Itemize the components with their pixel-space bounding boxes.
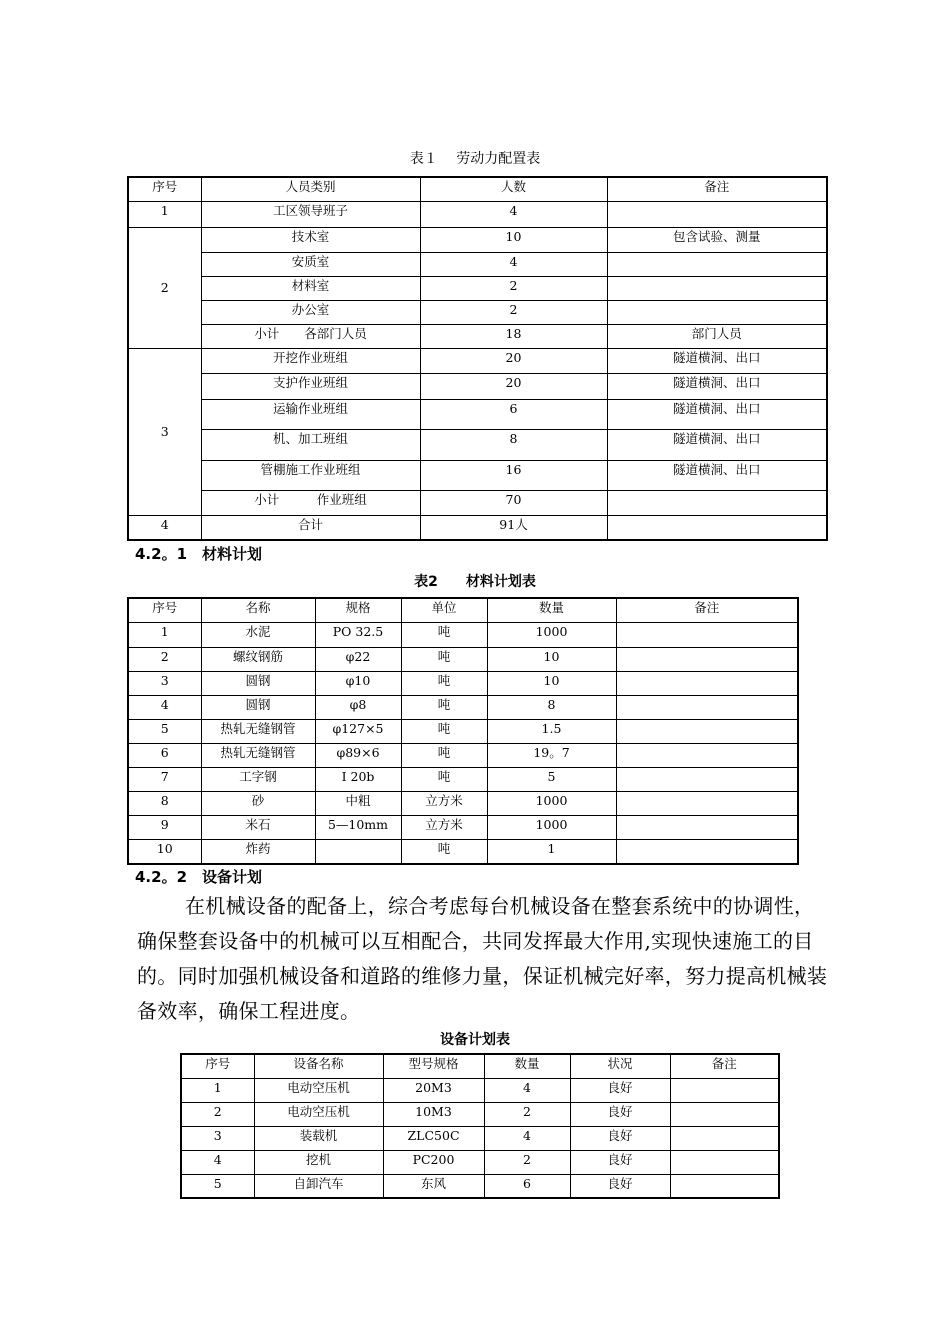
cell: 吨	[401, 839, 487, 864]
table-row	[128, 227, 827, 252]
cell: 1000	[487, 815, 616, 839]
note-cell: 隧道横洞、出口	[607, 429, 827, 460]
cell: 良好	[570, 1126, 670, 1150]
note-cell: 隧道横洞、出口	[607, 373, 827, 399]
cell: 电动空压机	[254, 1102, 383, 1126]
header-cell: 人数	[420, 177, 607, 201]
cell: 吨	[401, 671, 487, 695]
cell	[670, 1150, 779, 1174]
cell: 2	[181, 1102, 254, 1126]
category-cell: 支护作业班组	[201, 373, 420, 399]
cell: 3	[128, 671, 201, 695]
cell: 6	[484, 1174, 570, 1198]
count-cell: 70	[420, 490, 607, 515]
cell: 1	[128, 622, 201, 647]
header-cell: 状况	[570, 1054, 670, 1078]
cell: 螺纹钢筋	[201, 647, 315, 671]
table-row	[181, 1078, 779, 1102]
header-cell: 序号	[128, 598, 201, 622]
count-cell: 2	[420, 300, 607, 324]
cell	[616, 647, 798, 671]
category-cell: 合计	[201, 515, 420, 540]
note-cell	[607, 515, 827, 540]
category-cell: 运输作业班组	[201, 399, 420, 429]
cell: 2	[484, 1102, 570, 1126]
cell: 5	[128, 719, 201, 743]
header-cell: 序号	[181, 1054, 254, 1078]
category-cell: 小计 各部门人员	[201, 324, 420, 348]
table-row	[128, 300, 827, 324]
header-cell: 名称	[201, 598, 315, 622]
note-cell: 隧道横洞、出口	[607, 460, 827, 490]
table-row	[181, 1102, 779, 1126]
cell: 10	[487, 647, 616, 671]
table1-caption: 表１ 劳动力配置表	[409, 151, 541, 167]
cell: 19。7	[487, 743, 616, 767]
table-row	[128, 324, 827, 348]
count-cell: 10	[420, 227, 607, 252]
header-cell: 数量	[484, 1054, 570, 1078]
header-cell: 单位	[401, 598, 487, 622]
count-cell: 4	[420, 252, 607, 276]
table-header-row	[128, 177, 827, 201]
table-row	[128, 201, 827, 227]
category-cell: 小计 作业班组	[201, 490, 420, 515]
category-cell: 机、加工班组	[201, 429, 420, 460]
cell: 中粗	[315, 791, 401, 815]
category-cell: 工区领导班子	[201, 201, 420, 227]
note-cell: 包含试验、测量	[607, 227, 827, 252]
table3-caption: 设备计划表	[440, 1032, 510, 1048]
note-cell	[607, 300, 827, 324]
table-row	[128, 647, 798, 671]
cell: 4	[181, 1150, 254, 1174]
note-cell: 隧道横洞、出口	[607, 399, 827, 429]
cell: 东风	[383, 1174, 484, 1198]
cell: 1	[487, 839, 616, 864]
cell: 5—10mm	[315, 815, 401, 839]
cell: 9	[128, 815, 201, 839]
cell: 热轧无缝钢管	[201, 743, 315, 767]
cell: 2	[484, 1150, 570, 1174]
seq-cell: 1	[128, 201, 201, 227]
count-cell: 16	[420, 460, 607, 490]
cell	[616, 695, 798, 719]
cell: φ10	[315, 671, 401, 695]
note-cell: 部门人员	[607, 324, 827, 348]
table2-caption: 表2 材料计划表	[414, 574, 536, 590]
cell: 自卸汽车	[254, 1174, 383, 1198]
cell: 10M3	[383, 1102, 484, 1126]
category-cell: 材料室	[201, 276, 420, 300]
table-row	[128, 815, 798, 839]
cell	[616, 839, 798, 864]
table-row	[128, 743, 798, 767]
note-cell	[607, 276, 827, 300]
category-cell: 安质室	[201, 252, 420, 276]
cell: φ22	[315, 647, 401, 671]
cell: 炸药	[201, 839, 315, 864]
count-cell: 20	[420, 348, 607, 373]
table-row	[128, 515, 827, 540]
count-cell: 2	[420, 276, 607, 300]
table-row	[128, 671, 798, 695]
cell: 吨	[401, 695, 487, 719]
cell	[315, 839, 401, 864]
cell: 1.5	[487, 719, 616, 743]
count-cell: 4	[420, 201, 607, 227]
header-cell: 序号	[128, 177, 201, 201]
table-header-row	[181, 1054, 779, 1078]
cell: 8	[128, 791, 201, 815]
table-row	[128, 276, 827, 300]
cell: 良好	[570, 1078, 670, 1102]
table-header-row	[128, 598, 798, 622]
labor-allocation-table	[127, 176, 828, 541]
cell: 4	[484, 1078, 570, 1102]
category-cell: 开挖作业班组	[201, 348, 420, 373]
equipment-paragraph: 在机械设备的配备上，综合考虑每台机械设备在整套系统中的协调性，确保整套设备中的机械可以互相配合，共同发挥最大作用,实现快速施工的目的。同时加强机械设备和道路的维修力量，保证机械完好率，努力提高机械装备效率，确保工程进度。	[137, 894, 828, 1023]
table-row	[128, 791, 798, 815]
cell	[670, 1174, 779, 1198]
cell: 7	[128, 767, 201, 791]
cell: 良好	[570, 1174, 670, 1198]
cell: 砂	[201, 791, 315, 815]
cell: 6	[128, 743, 201, 767]
note-cell	[607, 252, 827, 276]
cell: 2	[128, 647, 201, 671]
category-cell: 管棚施工作业班组	[201, 460, 420, 490]
seq-cell: 4	[128, 515, 201, 540]
table-row	[128, 252, 827, 276]
cell	[670, 1126, 779, 1150]
header-cell: 设备名称	[254, 1054, 383, 1078]
cell: φ8	[315, 695, 401, 719]
seq-cell: 3	[128, 348, 201, 515]
cell: 20M3	[383, 1078, 484, 1102]
section-heading-equipment: 4.2。2 设备计划	[135, 868, 263, 886]
cell	[616, 743, 798, 767]
cell	[616, 671, 798, 695]
cell: 工字钢	[201, 767, 315, 791]
cell: 8	[487, 695, 616, 719]
cell: 吨	[401, 719, 487, 743]
cell: ZLC50C	[383, 1126, 484, 1150]
equipment-plan-table	[180, 1053, 780, 1199]
cell: 挖机	[254, 1150, 383, 1174]
cell: 吨	[401, 622, 487, 647]
cell: 良好	[570, 1150, 670, 1174]
cell	[616, 622, 798, 647]
cell: 圆钢	[201, 671, 315, 695]
cell: 米石	[201, 815, 315, 839]
table-row	[128, 373, 827, 399]
header-cell: 型号规格	[383, 1054, 484, 1078]
header-cell: 备注	[607, 177, 827, 201]
header-cell: 人员类别	[201, 177, 420, 201]
table-row	[128, 429, 827, 460]
table-row	[128, 695, 798, 719]
count-cell: 8	[420, 429, 607, 460]
cell: PC200	[383, 1150, 484, 1174]
cell	[616, 767, 798, 791]
cell	[670, 1078, 779, 1102]
table-row	[128, 767, 798, 791]
cell	[670, 1102, 779, 1126]
cell: 电动空压机	[254, 1078, 383, 1102]
cell: 水泥	[201, 622, 315, 647]
material-plan-table	[127, 597, 799, 865]
header-cell: 规格	[315, 598, 401, 622]
cell: φ89×6	[315, 743, 401, 767]
table-row	[128, 719, 798, 743]
section-heading-materials: 4.2。1 材料计划	[135, 545, 263, 563]
cell: 10	[128, 839, 201, 864]
category-cell: 技术室	[201, 227, 420, 252]
table-row	[128, 460, 827, 490]
count-cell: 91人	[420, 515, 607, 540]
category-cell: 办公室	[201, 300, 420, 324]
cell	[616, 719, 798, 743]
note-cell	[607, 201, 827, 227]
count-cell: 6	[420, 399, 607, 429]
cell: φ127×5	[315, 719, 401, 743]
cell: 1000	[487, 791, 616, 815]
note-cell	[607, 490, 827, 515]
cell: 吨	[401, 647, 487, 671]
cell: 热轧无缝钢管	[201, 719, 315, 743]
cell: 4	[484, 1126, 570, 1150]
cell	[616, 815, 798, 839]
header-cell: 数量	[487, 598, 616, 622]
cell: 1000	[487, 622, 616, 647]
table-row	[181, 1174, 779, 1198]
cell: 1	[181, 1078, 254, 1102]
table-row	[181, 1126, 779, 1150]
table-row	[128, 399, 827, 429]
cell: 5	[181, 1174, 254, 1198]
table-row	[128, 622, 798, 647]
cell: 装载机	[254, 1126, 383, 1150]
table-row	[128, 348, 827, 373]
cell	[616, 791, 798, 815]
table-row	[128, 839, 798, 864]
cell: 圆钢	[201, 695, 315, 719]
count-cell: 20	[420, 373, 607, 399]
cell: PO 32.5	[315, 622, 401, 647]
cell: 立方米	[401, 815, 487, 839]
table-row	[181, 1150, 779, 1174]
cell: 5	[487, 767, 616, 791]
seq-cell: 2	[128, 227, 201, 348]
header-cell: 备注	[616, 598, 798, 622]
header-cell: 备注	[670, 1054, 779, 1078]
cell: 良好	[570, 1102, 670, 1126]
cell: 吨	[401, 767, 487, 791]
cell: 3	[181, 1126, 254, 1150]
cell: 吨	[401, 743, 487, 767]
count-cell: 18	[420, 324, 607, 348]
cell: I 20b	[315, 767, 401, 791]
cell: 10	[487, 671, 616, 695]
note-cell: 隧道横洞、出口	[607, 348, 827, 373]
cell: 4	[128, 695, 201, 719]
table-row	[128, 490, 827, 515]
cell: 立方米	[401, 791, 487, 815]
